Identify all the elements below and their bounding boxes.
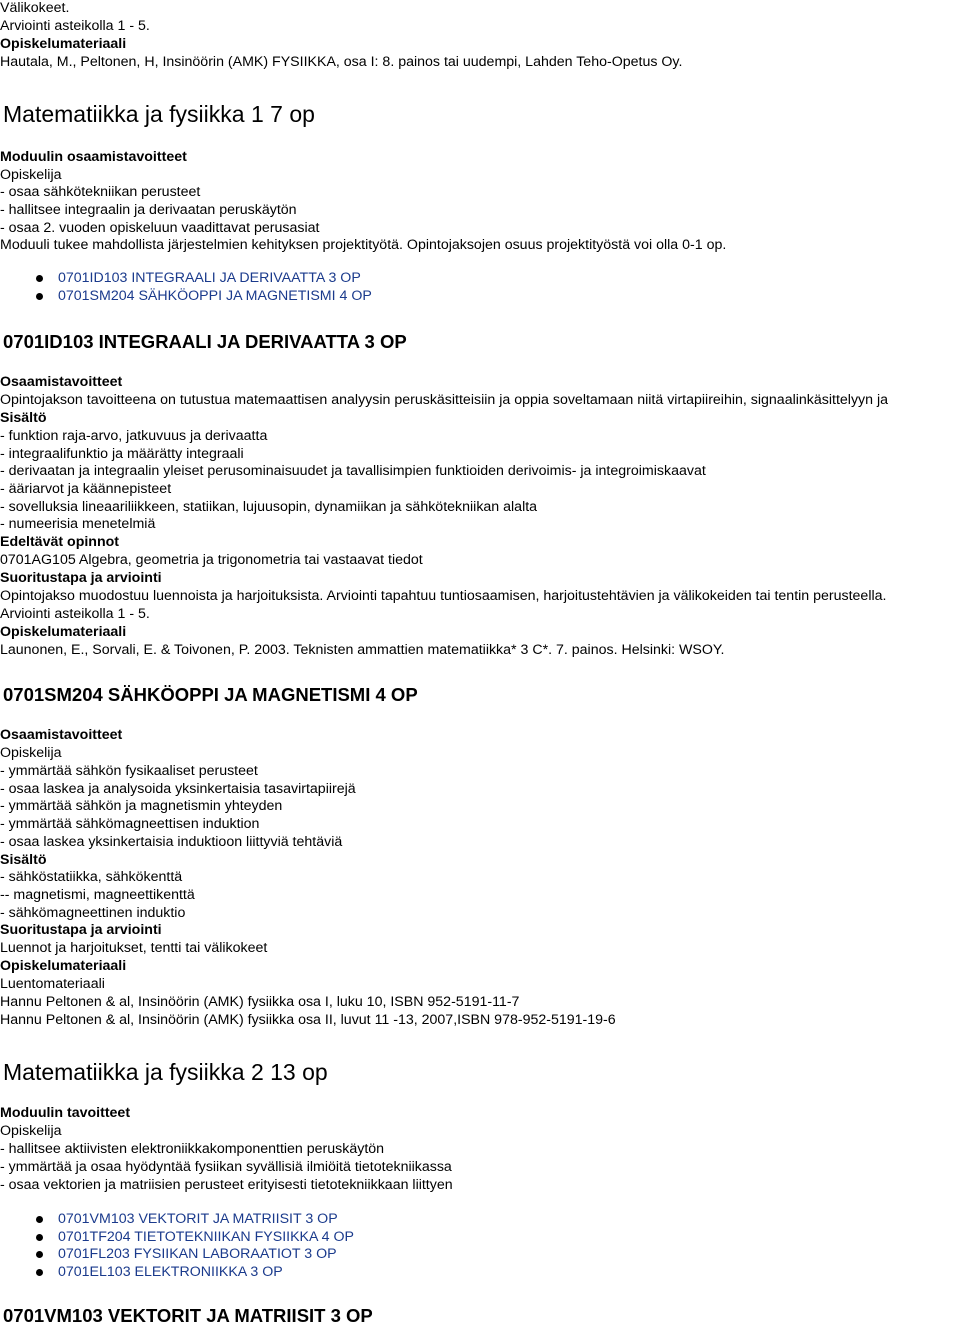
list-item: - ymmärtää sähkömagneettisen induktion xyxy=(0,816,260,832)
text-line: Launonen, E., Sorvali, E. & Toivonen, P. 2003. Teknisten ammattien matematiikka* 3 C*. 7. painos. Helsinki: WSOY. xyxy=(0,642,725,658)
list-item: - ymmärtää sähkön ja magnetismin yhteyden xyxy=(0,798,283,814)
list-item: - funktion raja-arvo, jatkuvuus ja derivaatta xyxy=(0,428,268,444)
text-line: Opiskelija xyxy=(0,745,62,761)
course-link[interactable]: 0701TF204 TIETOTEKNIIKAN FYSIIKKA 4 OP xyxy=(58,1229,354,1245)
list-item: - osaa 2. vuoden opiskeluun vaadittavat perusasiat xyxy=(0,220,320,236)
bullet-icon xyxy=(36,1251,43,1258)
bullet-icon xyxy=(36,1216,43,1223)
section-heading: Sisältö xyxy=(0,852,47,868)
bullet-icon xyxy=(36,1269,43,1276)
text-line: Arviointi asteikolla 1 - 5. xyxy=(0,606,150,622)
list-item: -- magnetismi, magneettikenttä xyxy=(0,887,195,903)
list-item: - sähkömagneettinen induktio xyxy=(0,905,186,921)
text-line: Opintojakso muodostuu luennoista ja harjoituksista. Arviointi tapahtuu tuntiosaamisen, harjoitustehtävien ja välikokeiden tai tentin perusteella. xyxy=(0,588,887,604)
list-item: - sovelluksia lineaariliikkeen, statiikan, lujuusopin, dynamiikan ja sähkötekniikan alalta xyxy=(0,499,538,515)
list-item: - derivaatan ja integraalin yleiset perusominaisuudet ja tavallisimpien funktioiden derivoimis- ja integroimiskaavat xyxy=(0,463,706,479)
list-item: - osaa laskea ja analysoida yksinkertaisia tasavirtapiirejä xyxy=(0,781,356,797)
section-heading: Opiskelumateriaali xyxy=(0,958,127,974)
list-item: - numeerisia menetelmiä xyxy=(0,516,156,532)
bullet-icon xyxy=(36,293,43,300)
section-heading: Osaamistavoitteet xyxy=(0,374,123,390)
text-line: Opiskelija xyxy=(0,1123,62,1139)
section-heading: Opiskelumateriaali xyxy=(0,36,127,52)
list-item: - osaa vektorien ja matriisien perusteet erityisesti tietotekniikkaan liittyen xyxy=(0,1177,453,1193)
text-line: Moduuli tukee mahdollista järjestelmien kehityksen projektityötä. Opintojaksojen osuus projektityöstä voi olla 0-1 op. xyxy=(0,237,727,253)
text-line: Luentomateriaali xyxy=(0,976,105,992)
text-line: Välikokeet. xyxy=(0,0,70,16)
section-heading: Osaamistavoitteet xyxy=(0,727,123,743)
section-heading: Moduulin osaamistavoitteet xyxy=(0,149,187,165)
text-line: 0701AG105 Algebra, geometria ja trigonometria tai vastaavat tiedot xyxy=(0,552,423,568)
section-heading: Suoritustapa ja arviointi xyxy=(0,922,162,938)
list-item: - osaa laskea yksinkertaisia induktioon liittyviä tehtäviä xyxy=(0,834,343,850)
text-line: Hannu Peltonen & al, Insinöörin (AMK) fysiikka osa II, luvut 11 -13, 2007,ISBN 978-952-5191-19-6 xyxy=(0,1012,616,1028)
course-link[interactable]: 0701VM103 VEKTORIT JA MATRIISIT 3 OP xyxy=(58,1211,338,1227)
module-title: Matematiikka ja fysiikka 1 7 op xyxy=(3,101,315,127)
course-title: 0701SM204 SÄHKÖOPPI JA MAGNETISMI 4 OP xyxy=(3,684,418,705)
course-title: 0701ID103 INTEGRAALI JA DERIVAATTA 3 OP xyxy=(3,331,407,352)
list-item: - integraalifunktio ja määrätty integraali xyxy=(0,446,244,462)
list-item: - ymmärtää sähkön fysikaaliset perusteet xyxy=(0,763,258,779)
course-link[interactable]: 0701EL103 ELEKTRONIIKKA 3 OP xyxy=(58,1264,283,1280)
text-line: Arviointi asteikolla 1 - 5. xyxy=(0,18,150,34)
text-line: Hautala, M., Peltonen, H, Insinöörin (AMK) FYSIIKKA, osa I: 8. painos tai uudempi, Lahden Teho-Opetus Oy. xyxy=(0,54,683,70)
text-line: Opintojakson tavoitteena on tutustua matemaattisen analyysin peruskäsitteisiin ja oppia soveltamaan niitä virtapiireihin, signaalinkäsittelyyn ja xyxy=(0,392,889,408)
bullet-icon xyxy=(36,1234,43,1241)
text-line: Luennot ja harjoitukset, tentti tai välikokeet xyxy=(0,940,268,956)
section-heading: Moduulin tavoitteet xyxy=(0,1105,131,1121)
course-link[interactable]: 0701FL203 FYSIIKAN LABORAATIOT 3 OP xyxy=(58,1246,337,1262)
list-item: - ääriarvot ja käännepisteet xyxy=(0,481,172,497)
section-heading: Edeltävät opinnot xyxy=(0,534,120,550)
course-link[interactable]: 0701ID103 INTEGRAALI JA DERIVAATTA 3 OP xyxy=(58,270,361,286)
section-heading: Opiskelumateriaali xyxy=(0,624,127,640)
text-line: Hannu Peltonen & al, Insinöörin (AMK) fysiikka osa I, luku 10, ISBN 952-5191-11-7 xyxy=(0,994,520,1010)
course-link[interactable]: 0701SM204 SÄHKÖOPPI JA MAGNETISMI 4 OP xyxy=(58,288,372,304)
module-title: Matematiikka ja fysiikka 2 13 op xyxy=(3,1059,328,1085)
text-line: Opiskelija xyxy=(0,167,62,183)
list-item: - hallitsee aktiivisten elektroniikkakomponenttien peruskäytön xyxy=(0,1141,385,1157)
list-item: - osaa sähkötekniikan perusteet xyxy=(0,184,201,200)
section-heading: Sisältö xyxy=(0,410,47,426)
list-item: - sähköstatiikka, sähkökenttä xyxy=(0,869,183,885)
course-title: 0701VM103 VEKTORIT JA MATRIISIT 3 OP xyxy=(3,1305,373,1326)
bullet-icon xyxy=(36,275,43,282)
section-heading: Suoritustapa ja arviointi xyxy=(0,570,162,586)
list-item: - ymmärtää ja osaa hyödyntää fysiikan syvällisiä ilmiöitä tietotekniikassa xyxy=(0,1159,452,1175)
list-item: - hallitsee integraalin ja derivaatan peruskäytön xyxy=(0,202,297,218)
